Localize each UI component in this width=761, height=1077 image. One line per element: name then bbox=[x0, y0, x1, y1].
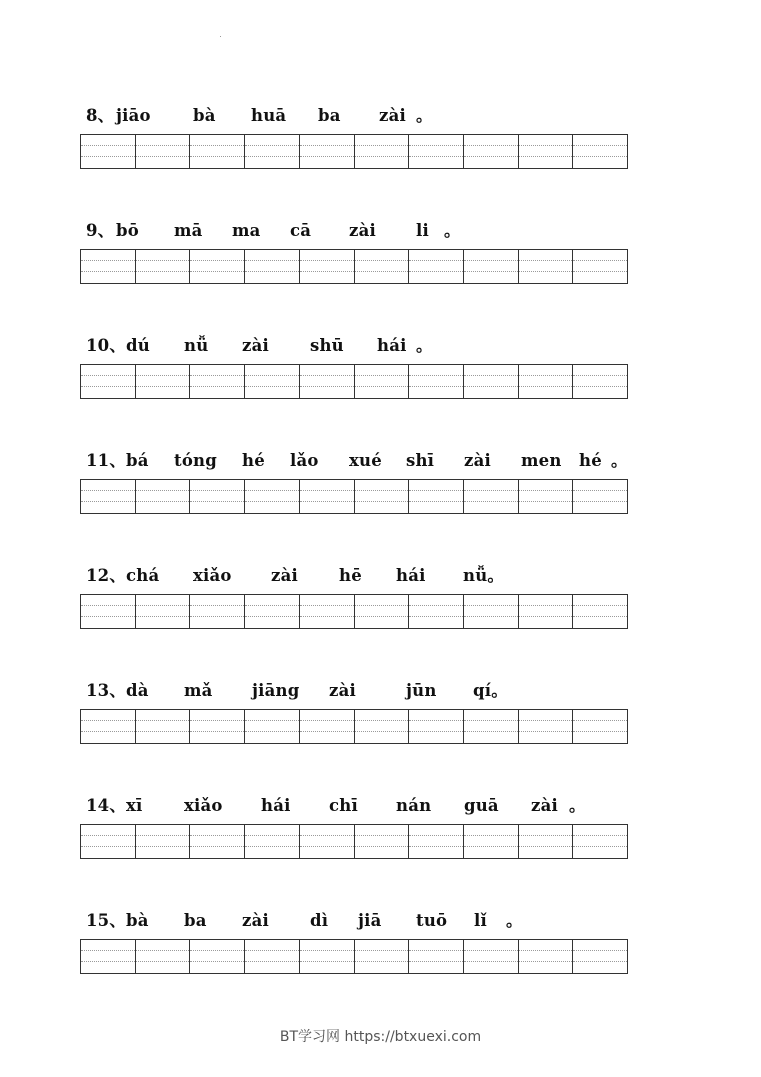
pinyin-word: hái bbox=[377, 336, 407, 355]
pinyin-word: zài bbox=[271, 566, 298, 585]
pinyin-word: 。 bbox=[506, 911, 523, 930]
writing-cell[interactable] bbox=[81, 940, 136, 973]
writing-cell[interactable] bbox=[464, 135, 519, 168]
writing-cell[interactable] bbox=[190, 250, 245, 283]
pinyin-word: 。 bbox=[416, 336, 433, 355]
footer-watermark: BT学习网 https://btxuexi.com bbox=[279, 1029, 482, 1045]
writing-cell[interactable] bbox=[136, 710, 191, 743]
pinyin-word: hē bbox=[339, 566, 362, 585]
writing-grid bbox=[80, 134, 628, 169]
pinyin-word: bà bbox=[126, 911, 149, 930]
pinyin-word: xī bbox=[126, 796, 143, 815]
exercise-number: 9、 bbox=[86, 221, 115, 240]
writing-cell[interactable] bbox=[190, 480, 245, 513]
writing-cell[interactable] bbox=[136, 940, 191, 973]
writing-cell[interactable] bbox=[300, 365, 355, 398]
pinyin-word: bà bbox=[193, 106, 216, 125]
pinyin-word: nǚ。 bbox=[463, 566, 505, 585]
writing-cell[interactable] bbox=[573, 365, 627, 398]
writing-cell[interactable] bbox=[136, 825, 191, 858]
pinyin-word: xiǎo bbox=[193, 566, 232, 585]
writing-cell[interactable] bbox=[355, 825, 410, 858]
pinyin-word: zài bbox=[242, 336, 269, 355]
writing-cell[interactable] bbox=[81, 250, 136, 283]
writing-cell[interactable] bbox=[409, 135, 464, 168]
writing-cell[interactable] bbox=[519, 365, 574, 398]
writing-grid bbox=[80, 249, 628, 284]
writing-cell[interactable] bbox=[519, 710, 574, 743]
writing-grid bbox=[80, 709, 628, 744]
writing-cell[interactable] bbox=[300, 940, 355, 973]
pinyin-word: jiā bbox=[358, 911, 382, 930]
writing-cell[interactable] bbox=[81, 710, 136, 743]
exercise-number: 8、 bbox=[86, 106, 115, 125]
writing-cell[interactable] bbox=[81, 480, 136, 513]
writing-cell[interactable] bbox=[573, 250, 627, 283]
writing-cell[interactable] bbox=[519, 940, 574, 973]
writing-grid bbox=[80, 939, 628, 974]
writing-cell[interactable] bbox=[300, 250, 355, 283]
writing-cell[interactable] bbox=[81, 135, 136, 168]
pinyin-word: tóng bbox=[174, 451, 217, 470]
writing-cell[interactable] bbox=[245, 940, 300, 973]
pinyin-word: bá bbox=[126, 451, 149, 470]
writing-cell[interactable] bbox=[409, 250, 464, 283]
pinyin-word: hé bbox=[242, 451, 265, 470]
pinyin-word: xué bbox=[349, 451, 382, 470]
writing-cell[interactable] bbox=[519, 595, 574, 628]
pinyin-word: zài bbox=[531, 796, 558, 815]
pinyin-word: dú bbox=[126, 336, 150, 355]
writing-cell[interactable] bbox=[190, 940, 245, 973]
writing-cell[interactable] bbox=[300, 480, 355, 513]
exercise-number: 14、 bbox=[86, 796, 127, 815]
writing-cell[interactable] bbox=[464, 365, 519, 398]
exercise-number: 12、 bbox=[86, 566, 127, 585]
pinyin-word: ma bbox=[232, 221, 261, 240]
writing-cell[interactable] bbox=[464, 710, 519, 743]
pinyin-word: zài bbox=[464, 451, 491, 470]
writing-cell[interactable] bbox=[300, 710, 355, 743]
writing-cell[interactable] bbox=[573, 825, 627, 858]
writing-cell[interactable] bbox=[245, 710, 300, 743]
pinyin-word: zài bbox=[379, 106, 406, 125]
writing-cell[interactable] bbox=[355, 250, 410, 283]
pinyin-word: 。 bbox=[444, 221, 461, 240]
writing-cell[interactable] bbox=[245, 365, 300, 398]
pinyin-word: 。 bbox=[569, 796, 586, 815]
pinyin-word: jūn bbox=[406, 681, 437, 700]
stray-mark bbox=[220, 36, 221, 37]
pinyin-word: 。 bbox=[611, 451, 628, 470]
pinyin-word: hé bbox=[579, 451, 602, 470]
writing-cell[interactable] bbox=[245, 135, 300, 168]
writing-cell[interactable] bbox=[409, 940, 464, 973]
writing-cell[interactable] bbox=[464, 250, 519, 283]
pinyin-word: ba bbox=[184, 911, 207, 930]
writing-cell[interactable] bbox=[190, 710, 245, 743]
writing-cell[interactable] bbox=[409, 480, 464, 513]
pinyin-word: jiāo bbox=[116, 106, 151, 125]
pinyin-word: zài bbox=[349, 221, 376, 240]
writing-cell[interactable] bbox=[409, 710, 464, 743]
writing-cell[interactable] bbox=[573, 940, 627, 973]
writing-cell[interactable] bbox=[81, 825, 136, 858]
writing-cell[interactable] bbox=[355, 940, 410, 973]
writing-cell[interactable] bbox=[464, 825, 519, 858]
writing-cell[interactable] bbox=[136, 135, 191, 168]
pinyin-word: lǐ bbox=[474, 911, 487, 930]
writing-cell[interactable] bbox=[245, 595, 300, 628]
writing-cell[interactable] bbox=[355, 480, 410, 513]
pinyin-word: dà bbox=[126, 681, 149, 700]
pinyin-word: nán bbox=[396, 796, 432, 815]
pinyin-word: hái bbox=[396, 566, 426, 585]
pinyin-word: hái bbox=[261, 796, 291, 815]
exercise-number: 13、 bbox=[86, 681, 127, 700]
writing-cell[interactable] bbox=[300, 135, 355, 168]
pinyin-word: chá bbox=[126, 566, 160, 585]
pinyin-word: zài bbox=[329, 681, 356, 700]
writing-cell[interactable] bbox=[573, 480, 627, 513]
writing-cell[interactable] bbox=[409, 595, 464, 628]
writing-cell[interactable] bbox=[519, 825, 574, 858]
pinyin-word: huā bbox=[251, 106, 287, 125]
writing-cell[interactable] bbox=[190, 825, 245, 858]
pinyin-word: guā bbox=[464, 796, 499, 815]
writing-cell[interactable] bbox=[355, 595, 410, 628]
writing-cell[interactable] bbox=[136, 480, 191, 513]
pinyin-word: ba bbox=[318, 106, 341, 125]
exercise-number: 10、 bbox=[86, 336, 127, 355]
writing-cell[interactable] bbox=[519, 250, 574, 283]
writing-cell[interactable] bbox=[300, 825, 355, 858]
pinyin-word: mā bbox=[174, 221, 203, 240]
pinyin-word: mǎ bbox=[184, 681, 213, 700]
pinyin-word: shū bbox=[310, 336, 344, 355]
pinyin-word: li bbox=[416, 221, 429, 240]
writing-cell[interactable] bbox=[190, 595, 245, 628]
writing-cell[interactable] bbox=[409, 365, 464, 398]
exercise-number: 15、 bbox=[86, 911, 127, 930]
exercise-number: 11、 bbox=[86, 451, 127, 470]
pinyin-word: shī bbox=[406, 451, 435, 470]
writing-cell[interactable] bbox=[136, 250, 191, 283]
writing-grid bbox=[80, 364, 628, 399]
writing-cell[interactable] bbox=[464, 480, 519, 513]
writing-cell[interactable] bbox=[573, 595, 627, 628]
pinyin-word: zài bbox=[242, 911, 269, 930]
pinyin-word: bō bbox=[116, 221, 139, 240]
pinyin-word: xiǎo bbox=[184, 796, 223, 815]
pinyin-word: tuō bbox=[416, 911, 448, 930]
writing-cell[interactable] bbox=[300, 595, 355, 628]
writing-cell[interactable] bbox=[190, 135, 245, 168]
pinyin-word: dì bbox=[310, 911, 329, 930]
pinyin-word: 。 bbox=[416, 106, 433, 125]
writing-cell[interactable] bbox=[245, 825, 300, 858]
writing-cell[interactable] bbox=[464, 940, 519, 973]
writing-cell[interactable] bbox=[573, 135, 627, 168]
writing-cell[interactable] bbox=[355, 135, 410, 168]
writing-cell[interactable] bbox=[190, 365, 245, 398]
writing-grid bbox=[80, 479, 628, 514]
writing-cell[interactable] bbox=[355, 365, 410, 398]
writing-cell[interactable] bbox=[81, 595, 136, 628]
pinyin-word: men bbox=[521, 451, 562, 470]
pinyin-word: qí。 bbox=[473, 681, 508, 700]
pinyin-word: jiāng bbox=[252, 681, 300, 700]
writing-grid bbox=[80, 824, 628, 859]
writing-cell[interactable] bbox=[245, 250, 300, 283]
writing-cell[interactable] bbox=[573, 710, 627, 743]
pinyin-word: cā bbox=[290, 221, 312, 240]
writing-cell[interactable] bbox=[464, 595, 519, 628]
writing-cell[interactable] bbox=[136, 595, 191, 628]
pinyin-word: lǎo bbox=[290, 451, 319, 470]
writing-cell[interactable] bbox=[519, 480, 574, 513]
pinyin-word: nǚ bbox=[184, 336, 209, 355]
writing-cell[interactable] bbox=[409, 825, 464, 858]
writing-cell[interactable] bbox=[136, 365, 191, 398]
writing-grid bbox=[80, 594, 628, 629]
writing-cell[interactable] bbox=[245, 480, 300, 513]
writing-cell[interactable] bbox=[355, 710, 410, 743]
writing-cell[interactable] bbox=[81, 365, 136, 398]
writing-cell[interactable] bbox=[519, 135, 574, 168]
pinyin-word: chī bbox=[329, 796, 358, 815]
